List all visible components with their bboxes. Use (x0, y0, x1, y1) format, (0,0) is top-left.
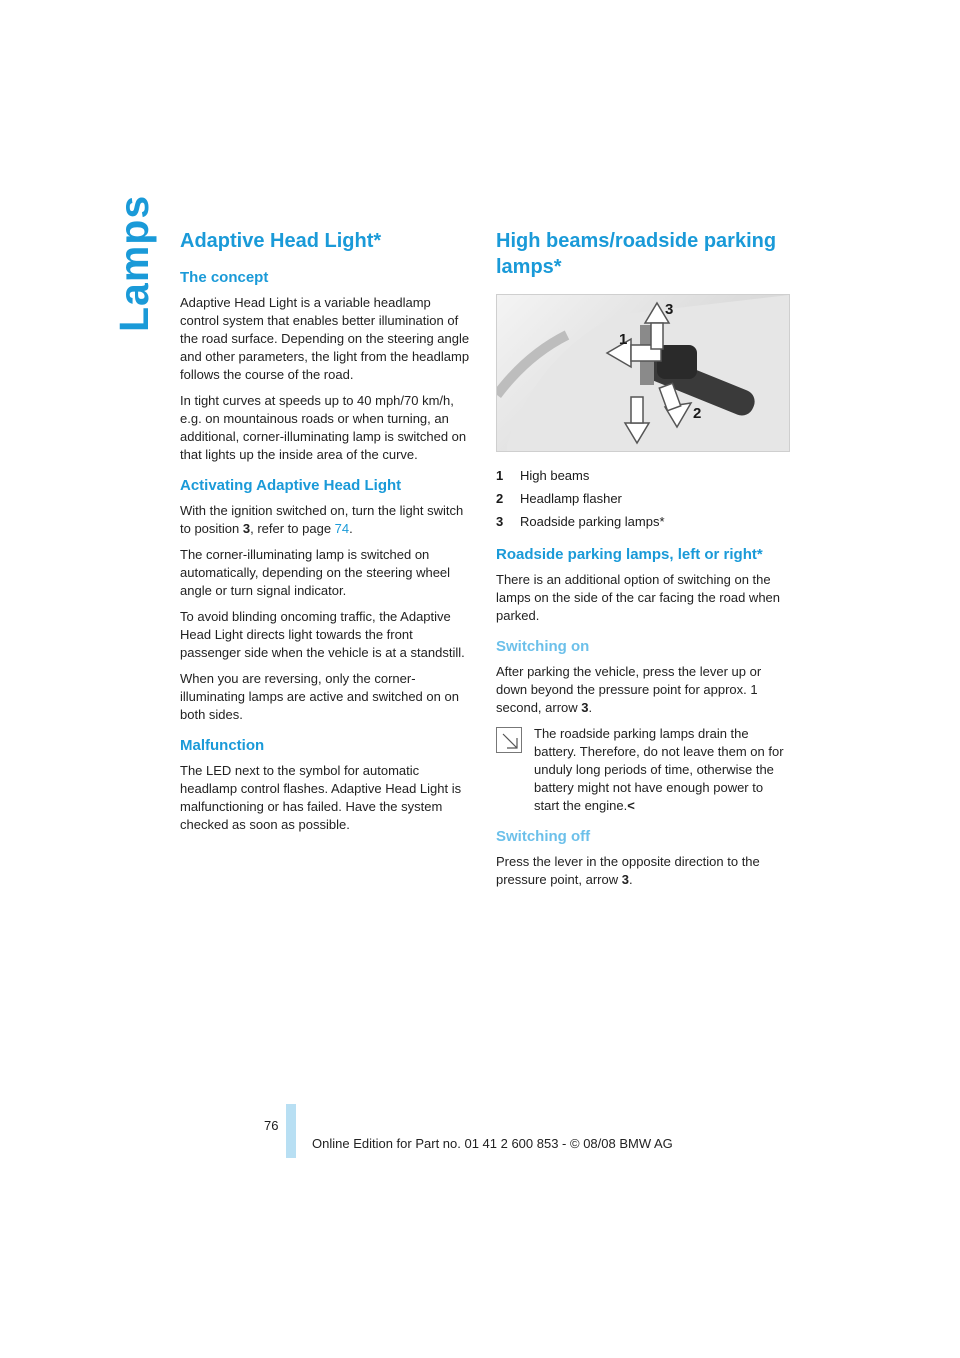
note-end-mark: < (627, 798, 635, 813)
turn-signal-lever-figure (496, 294, 790, 452)
legend-number: 1 (496, 468, 504, 483)
footer-bar (286, 1104, 296, 1158)
note-icon (496, 727, 522, 753)
lever-illustration (497, 295, 789, 451)
adaptive-head-light-title: Adaptive Head Light* (180, 230, 382, 252)
switching-off-paragraph (496, 853, 790, 889)
left-column (180, 228, 472, 842)
concept-heading: The concept (180, 269, 269, 286)
page-number: 76 (264, 1118, 279, 1133)
roadside-paragraph: There is an additional option of switching on the lamps on the side of the car facing the road when parked. (496, 572, 781, 623)
arrow-number: 3 (581, 700, 589, 715)
legend-label: High beams (520, 468, 590, 483)
side-tab-label: Lamps (111, 194, 157, 332)
activating-paragraph-2: The corner-illuminating lamp is switched on automatically, depending on the steering wheel angle or turn signal indicator. (180, 547, 451, 598)
arrow-number: 3 (621, 872, 629, 887)
figure-legend (496, 464, 790, 533)
legend-label: Headlamp flasher (520, 491, 622, 506)
roadside-heading: Roadside parking lamps, left or right* (496, 546, 763, 563)
note-text: The roadside parking lamps drain the battery. Therefore, do not leave them on for unduly long periods of time, otherwise the battery might not have enough power to start the engine. (534, 726, 784, 813)
position-number: 3 (242, 521, 251, 536)
activating-text-a: With the ignition switched on, turn the light switch to position (180, 503, 464, 536)
malfunction-heading: Malfunction (180, 737, 265, 754)
switching-off-end: . (628, 872, 633, 887)
activating-paragraph-3: To avoid blinding oncoming traffic, the Adaptive Head Light directs light towards the front passenger side when the vehicle is at a standstill. (180, 609, 465, 660)
edition-text: Online Edition for Part no. 01 41 2 600 853 - © 08/08 BMW AG (312, 1136, 673, 1151)
high-beams-title: High beams/roadside parking lamps* (496, 230, 777, 278)
switching-on-text: After parking the vehicle, press the lever up or down beyond the pressure point for approx. 1 second, arrow (496, 664, 762, 715)
activating-text-c: . (349, 521, 353, 536)
figure-label-1: 1 (619, 331, 628, 348)
right-column (496, 228, 790, 897)
page-reference-link[interactable]: 74 (334, 521, 350, 536)
figure-label-2: 2 (693, 405, 702, 422)
battery-note (496, 725, 790, 815)
concept-paragraph-2: In tight curves at speeds up to 40 mph/70 km/h, e.g. on mountainous roads or when turning, an additional, corner-illuminating lamp is switched on that lights up the inside area of the curve. (180, 393, 467, 462)
malfunction-paragraph: The LED next to the symbol for automatic headlamp control flashes. Adaptive Head Light is malfunctioning or has failed. Have the system checked as soon as possible. (180, 763, 462, 832)
figure-label-3: 3 (665, 301, 674, 318)
activating-heading: Activating Adaptive Head Light (180, 477, 402, 494)
switching-on-end: . (588, 700, 593, 715)
activating-paragraph-1 (180, 502, 472, 538)
legend-item (496, 487, 790, 510)
legend-label: Roadside parking lamps* (520, 514, 665, 529)
legend-number: 2 (496, 491, 504, 506)
side-tab (111, 194, 160, 332)
switching-off-heading: Switching off (496, 828, 591, 845)
legend-item (496, 510, 790, 533)
activating-paragraph-4: When you are reversing, only the corner-illuminating lamps are active and switched on on both sides. (180, 671, 459, 722)
concept-paragraph-1: Adaptive Head Light is a variable headlamp control system that enables better illumination of the road surface. Depending on the steering angle and other parameters, the light from the headlamp follows the course of the road. (180, 295, 470, 382)
legend-item (496, 464, 790, 487)
activating-text-b: , refer to page (250, 521, 335, 536)
switching-off-text: Press the lever in the opposite direction to the pressure point, arrow (496, 854, 760, 887)
switching-on-heading: Switching on (496, 638, 590, 655)
legend-number: 3 (496, 514, 504, 529)
switching-on-paragraph (496, 663, 790, 717)
